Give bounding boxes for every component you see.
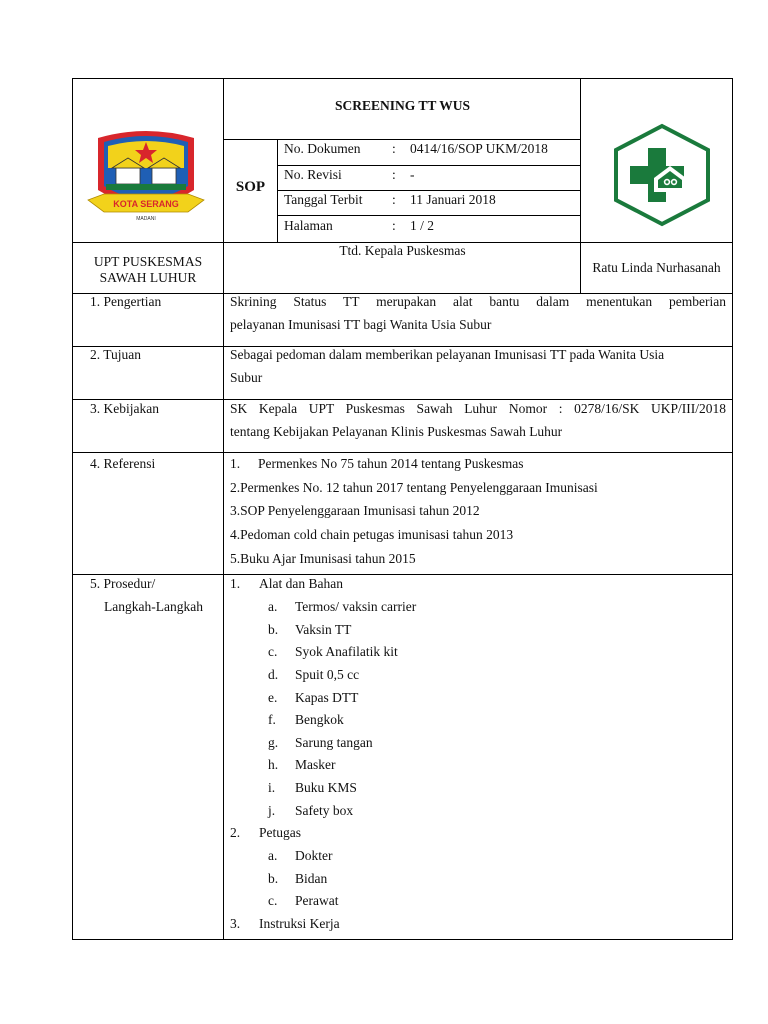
list-letter: g. [268, 735, 279, 750]
referensi-item-1: Permenkes No 75 tahun 2014 tentang Puskesmas [258, 456, 524, 471]
referensi-num-1: 1. [230, 456, 241, 471]
list-item: Safety box [295, 803, 354, 818]
row-line-3 [72, 399, 733, 400]
tujuan-line2: Subur [230, 370, 263, 385]
pengertian-line2: pelayanan Imunisasi TT bagi Wanita Usia Subur [230, 317, 492, 332]
list-letter: a. [268, 848, 278, 863]
list-item: Buku KMS [295, 780, 357, 795]
title-row-bottom [223, 139, 581, 140]
document-title: SCREENING TT WUS [334, 98, 471, 113]
field-label: Halaman [284, 218, 333, 233]
tujuan-line1: Sebagai pedoman dalam memberikan pelayanan Imunisasi TT pada Wanita Usia [230, 347, 665, 362]
referensi-item-3: 3.SOP Penyelenggaraan Imunisasi tahun 2012 [230, 503, 480, 518]
org-name-line2: SAWAH LUHUR [99, 270, 197, 285]
section-label-prosedur-2: Langkah-Langkah [104, 599, 203, 614]
list-item: Spuit 0,5 cc [295, 667, 360, 682]
table-border-right [732, 78, 733, 940]
list-item: Vaksin TT [295, 622, 352, 637]
list-item: Sarung tangan [295, 735, 373, 750]
list-item: Masker [295, 757, 336, 772]
list-item: Kapas DTT [295, 690, 359, 705]
prosedur-group-title: Instruksi Kerja [259, 916, 340, 931]
field-sep: : [392, 167, 396, 182]
list-letter: c. [268, 644, 278, 659]
list-item: Perawat [295, 893, 339, 908]
field-row-3 [277, 215, 581, 216]
org-name-line1: UPT PUSKESMAS [93, 254, 203, 269]
list-letter: i. [268, 780, 276, 795]
field-sep: : [392, 192, 396, 207]
sop-label: SOP [235, 179, 266, 195]
field-value: 11 Januari 2018 [410, 192, 496, 207]
pengertian-line1 [230, 294, 726, 310]
list-letter: c. [268, 893, 278, 908]
list-letter: b. [268, 871, 279, 886]
table-border-bottom [72, 939, 733, 940]
list-letter: e. [268, 690, 278, 705]
col-divider-1 [223, 78, 224, 940]
puskesmas-logo [610, 122, 714, 228]
table-border-left [72, 78, 73, 940]
row-line-5 [72, 574, 733, 575]
prosedur-group-num: 1. [230, 576, 241, 591]
svg-text:MADANI: MADANI [136, 216, 156, 222]
sign-name: Ratu Linda Nurhasanah [592, 260, 721, 275]
section-label-kebijakan: 3. Kebijakan [90, 401, 159, 416]
field-sep: : [392, 218, 396, 233]
kebijakan-text-1: SK Kepala UPT Puskesmas Sawah Luhur Nomor : 0278/16/SK UKP/III/2018 [230, 401, 726, 416]
field-row-2 [277, 190, 581, 191]
list-letter: b. [268, 622, 279, 637]
field-value: - [410, 167, 415, 182]
list-item: Bidan [295, 871, 328, 886]
kebijakan-line2: tentang Kebijakan Pelayanan Klinis Puskesmas Sawah Luhur [230, 424, 563, 439]
table-border-top [72, 78, 733, 79]
list-letter: h. [268, 757, 279, 772]
prosedur-group-title: Petugas [259, 825, 301, 840]
list-letter: j. [268, 803, 276, 818]
referensi-item-4: 4.Pedoman cold chain petugas imunisasi tahun 2013 [230, 527, 514, 542]
prosedur-group-num: 3. [230, 916, 241, 931]
list-item: Dokter [295, 848, 333, 863]
kebijakan-line1-wrap [230, 401, 726, 417]
list-letter: a. [268, 599, 278, 614]
field-value: 0414/16/SOP UKM/2018 [410, 141, 548, 156]
field-label: Tanggal Terbit [284, 192, 363, 207]
section-label-referensi: 4. Referensi [90, 456, 156, 471]
section-label-pengertian: 1. Pengertian [90, 294, 162, 309]
list-letter: f. [268, 712, 276, 727]
section-label-prosedur-1: 5. Prosedur/ [90, 576, 156, 591]
list-item: Bengkok [295, 712, 344, 727]
field-label: No. Dokumen [284, 141, 361, 156]
svg-text:KOTA SERANG: KOTA SERANG [113, 199, 179, 209]
sign-label: Ttd. Kepala Puskesmas [339, 243, 466, 258]
row-line-4 [72, 452, 733, 453]
list-item: Syok Anafilatik kit [295, 644, 398, 659]
prosedur-group-num: 2. [230, 825, 241, 840]
referensi-item-2: 2.Permenkes No. 12 tahun 2017 tentang Penyelenggaraan Imunisasi [230, 480, 598, 495]
field-sep: : [392, 141, 396, 156]
field-label: No. Revisi [284, 167, 342, 182]
prosedur-group-title: Alat dan Bahan [259, 576, 343, 591]
pengertian-text-1: Skrining Status TT merupakan alat bantu dalam menentukan pemberian [230, 294, 726, 309]
referensi-item-5: 5.Buku Ajar Imunisasi tahun 2015 [230, 551, 416, 566]
field-value: 1 / 2 [410, 218, 435, 233]
field-row-1 [277, 165, 581, 166]
list-item: Termos/ vaksin carrier [295, 599, 417, 614]
list-letter: d. [268, 667, 279, 682]
section-label-tujuan: 2. Tujuan [90, 347, 142, 362]
kota-serang-logo [84, 128, 208, 228]
